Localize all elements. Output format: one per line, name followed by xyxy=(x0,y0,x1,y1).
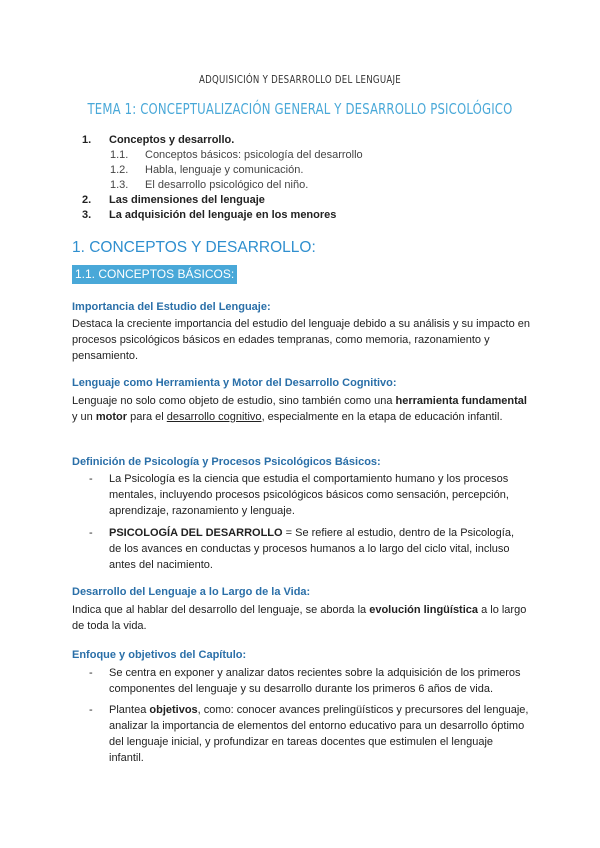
section-heading: 1. CONCEPTOS Y DESARROLLO: xyxy=(72,239,316,256)
text-run: Indica que al hablar del desarrollo del lenguaje, se aborda la xyxy=(72,604,370,616)
list-item xyxy=(89,525,529,573)
bullet-text: La Psicología es la ciencia que estudia el comportamiento humano y los procesos mentales, incluyendo procesos psicológicos básicos como sensación, percepción, aprendizaje, razonamiento y lenguaje. xyxy=(109,473,509,517)
bold-text: PSICOLOGÍA DEL DESARROLLO xyxy=(109,527,283,539)
table-of-contents xyxy=(82,133,542,223)
toc-text: Conceptos básicos: psicología del desarrollo xyxy=(145,149,363,161)
block-heading-psicologia: Definición de Psicología y Procesos Psicológicos Básicos: xyxy=(72,456,381,468)
bullet-dash: - xyxy=(89,704,93,716)
toc-item xyxy=(82,178,542,193)
bullet-dash: - xyxy=(89,527,93,539)
toc-item xyxy=(82,133,542,148)
toc-item xyxy=(82,208,542,223)
underlined-text: desarrollo cognitivo xyxy=(166,411,262,423)
toc-number: 1.2. xyxy=(110,164,129,176)
tema-title: TEMA 1: CONCEPTUALIZACIÓN GENERAL Y DESARROLLO PSICOLÓGICO xyxy=(87,100,513,118)
paragraph-importancia: Destaca la creciente importancia del estudio del lenguaje debido a su análisis y su impacto en procesos psicológicos básicos en edades tempranas, como memoria, razonamiento y pensamiento. xyxy=(72,318,530,362)
bullet-dash: - xyxy=(89,473,93,485)
text-run: Lenguaje no solo como objeto de estudio, sino también como una xyxy=(72,395,396,407)
toc-text: Conceptos y desarrollo. xyxy=(109,134,235,146)
bold-text: objetivos xyxy=(149,704,198,716)
subsection-heading: 1.1. CONCEPTOS BÁSICOS: xyxy=(72,265,237,284)
text-run: , especialmente en la etapa de educación infantil. xyxy=(261,411,503,423)
toc-number: 3. xyxy=(82,209,92,221)
text-run: y un xyxy=(72,411,96,423)
paragraph-herramienta xyxy=(72,393,532,425)
text-run: Plantea xyxy=(109,704,150,716)
bold-text: herramienta fundamental xyxy=(395,395,527,407)
block-heading-vida: Desarrollo del Lenguaje a lo Largo de la Vida: xyxy=(72,586,311,598)
text-run: , como: conocer avances prelingüísticos y precursores del lenguaje, analizar la importancia de elementos del entorno educativo para un desarrollo óptimo del lenguaje inicial, y profundizar en tareas docentes que estimulen el lenguaje infantil. xyxy=(109,704,529,764)
text-run: para el xyxy=(127,411,167,423)
toc-text: El desarrollo psicológico del niño. xyxy=(145,179,309,191)
toc-number: 1. xyxy=(82,134,92,146)
text-run: = Se refiere al estudio, dentro de la Psicología, de los avances en conductas y procesos humanos a lo largo del ciclo vital, incluso antes del nacimiento. xyxy=(109,527,515,571)
text-run: a lo largo de toda la vida. xyxy=(72,604,527,632)
bullet-dash: - xyxy=(89,667,93,679)
toc-number: 2. xyxy=(82,194,92,206)
block-heading-herramienta: Lenguaje como Herramienta y Motor del Desarrollo Cognitivo: xyxy=(72,377,397,389)
toc-text: La adquisición del lenguaje en los menores xyxy=(109,209,337,221)
toc-number: 1.1. xyxy=(110,149,129,161)
bold-text: evolución lingüística xyxy=(369,604,479,616)
bullet-text: Se centra en exponer y analizar datos recientes sobre la adquisición de los primeros componentes del lenguaje y su desarrollo durante los primeros 6 años de vida. xyxy=(109,667,521,695)
toc-text: Las dimensiones del lenguaje xyxy=(109,194,265,206)
toc-item xyxy=(82,148,542,163)
toc-text: Habla, lenguaje y comunicación. xyxy=(145,164,304,176)
block-heading-enfoque: Enfoque y objetivos del Capítulo: xyxy=(72,649,247,661)
list-item xyxy=(89,702,529,766)
list-item xyxy=(89,665,529,697)
document-title: ADQUISICIÓN Y DESARROLLO DEL LENGUAJE xyxy=(198,74,402,86)
toc-item xyxy=(82,193,542,208)
paragraph-vida xyxy=(72,602,532,634)
list-item xyxy=(89,471,529,519)
block-heading-importancia: Importancia del Estudio del Lenguaje: xyxy=(72,301,271,313)
bold-text: motor xyxy=(95,411,128,423)
bullet-text xyxy=(109,525,529,573)
toc-item xyxy=(82,163,542,178)
toc-number: 1.3. xyxy=(110,179,129,191)
bullet-text xyxy=(109,702,529,766)
